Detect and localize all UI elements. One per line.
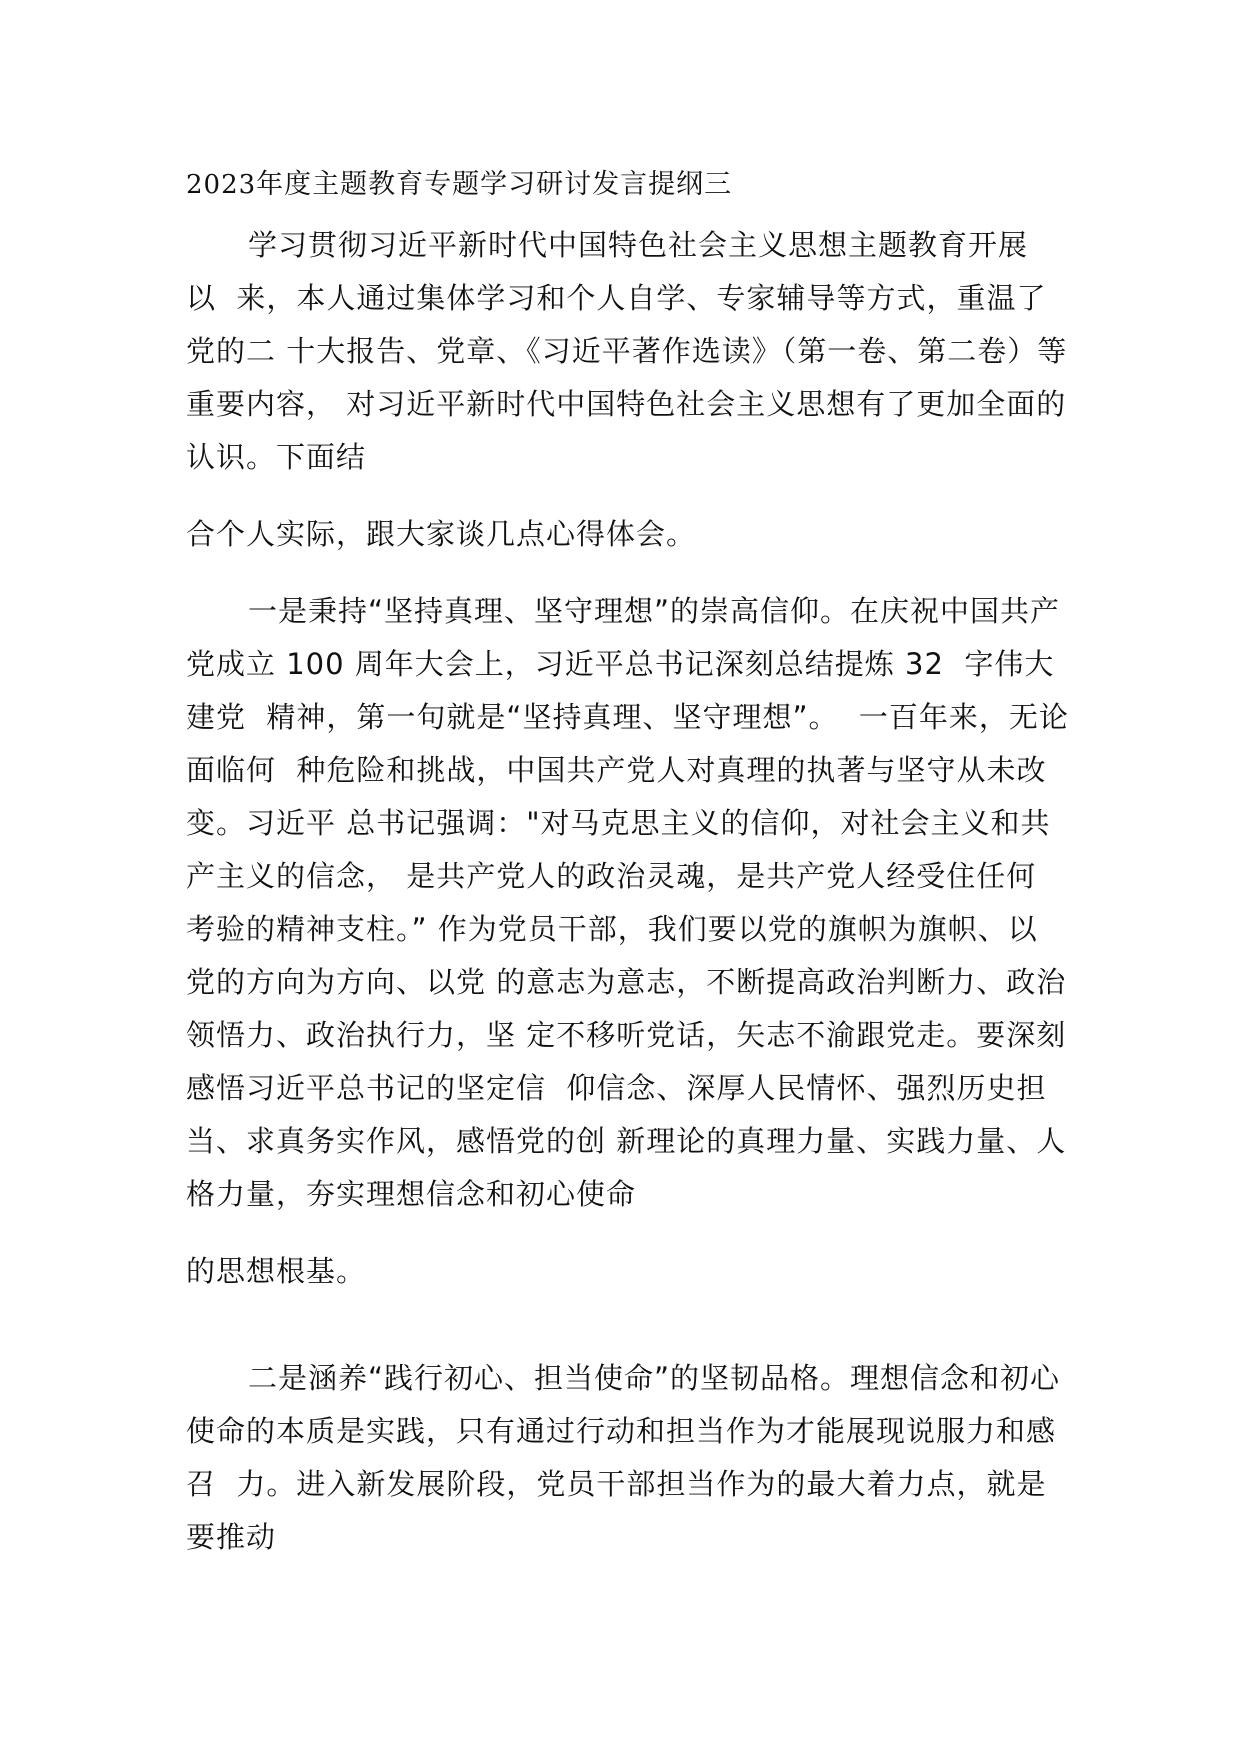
paragraph-line: 认识。下面结 bbox=[186, 440, 367, 474]
paragraph-line: 党的二 十大报告、党章、《习近平著作选读》（第一卷、第二卷）等 bbox=[186, 334, 1068, 368]
paragraph-line: 产主义的信念， 是共产党人的政治灵魂，是共产党人经受住任何 bbox=[186, 859, 1037, 893]
document-title bbox=[186, 165, 732, 205]
title-year: 2023 bbox=[186, 170, 257, 200]
paragraph-line: 感悟习近平总书记的坚定信 仰信念、深厚人民情怀、强烈历史担 bbox=[186, 1071, 1047, 1105]
paragraph-line: 以 来，本人通过集体学习和个人自学、专家辅导等方式，重温了 bbox=[186, 281, 1047, 315]
title-text: 年度主题教育专题学习研讨发言提纲三 bbox=[256, 169, 733, 200]
paragraph-line: 要推动 bbox=[186, 1520, 277, 1554]
paragraph-line: 面临何 种危险和挑战，中国共产党人对真理的执著与坚守从未改 bbox=[186, 753, 1047, 787]
paragraph-line: 建党 精神，第一句就是“坚持真理、坚守理想”。 一百年来，无论 bbox=[186, 700, 1069, 734]
paragraph-line: 使命的本质是实践，只有通过行动和担当作为才能展现说服力和感 bbox=[186, 1414, 1057, 1448]
paragraph-line: 合个人实际，跟大家谈几点心得体会。 bbox=[186, 517, 697, 551]
paragraph-line: 党成立 100 周年大会上，习近平总书记深刻总结提炼 32 字伟大 bbox=[186, 647, 1055, 681]
paragraph-line: 二是涵养“践行初心、担当使命”的坚韧品格。理想信念和初心 bbox=[248, 1361, 1061, 1395]
paragraph-line: 领悟力、政治执行力，坚 定不移听党话，矢志不渝跟党走。要深刻 bbox=[186, 1018, 1067, 1052]
paragraph-line: 党的方向为方向、以党 的意志为意志，不断提高政治判断力、政治 bbox=[186, 965, 1067, 999]
paragraph-line: 召 力。进入新发展阶段，党员干部担当作为的最大着力点，就是 bbox=[186, 1467, 1047, 1501]
paragraph-line: 的思想根基。 bbox=[186, 1254, 367, 1288]
paragraph-line: 学习贯彻习近平新时代中国特色社会主义思想主题教育开展 bbox=[248, 228, 1029, 262]
paragraph-line: 考验的精神支柱。” 作为党员干部，我们要以党的旗帜为旗帜、以 bbox=[186, 912, 1038, 946]
paragraph-line: 当、求真务实作风，感悟党的创 新理论的真理力量、实践力量、人 bbox=[186, 1124, 1067, 1158]
paragraph-line: 格力量，夯实理想信念和初心使命 bbox=[186, 1177, 637, 1211]
paragraph-line: 变。习近平 总书记强调："对马克思主义的信仰，对社会主义和共 bbox=[186, 806, 1051, 840]
paragraph-line: 一是秉持“坚持真理、坚守理想”的崇高信仰。在庆祝中国共产 bbox=[248, 594, 1061, 628]
paragraph-line: 重要内容， 对习近平新时代中国特色社会主义思想有了更加全面的 bbox=[186, 387, 1067, 421]
